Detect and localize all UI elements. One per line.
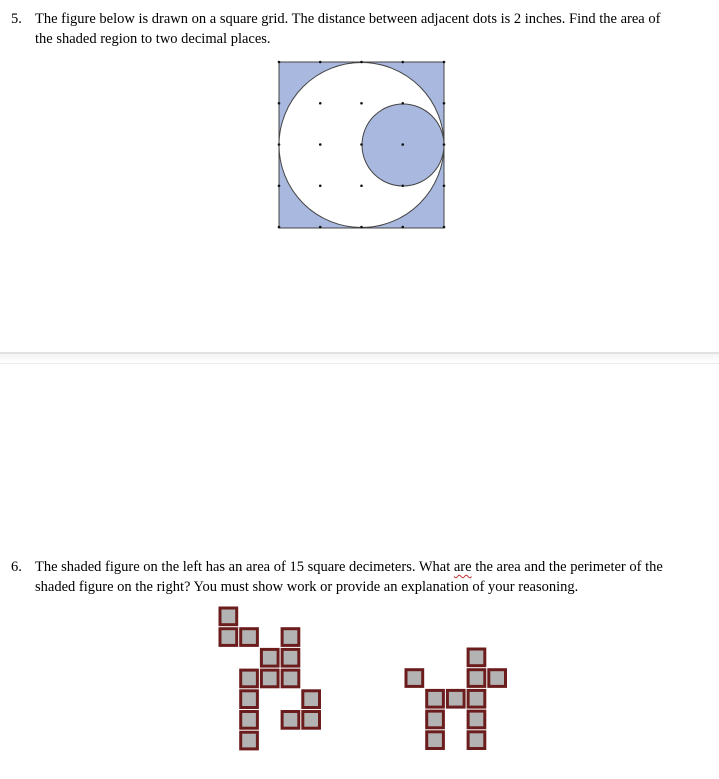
unit-square <box>427 711 444 728</box>
unit-square <box>427 732 444 749</box>
unit-square <box>282 629 299 646</box>
left-figure <box>220 608 320 749</box>
unit-square <box>241 670 258 687</box>
unit-square <box>468 732 485 749</box>
unit-square <box>468 711 485 728</box>
unit-square <box>427 690 444 707</box>
problem-6-number: 6. <box>11 559 22 575</box>
unit-square <box>241 691 258 708</box>
unit-square <box>220 608 237 625</box>
unit-square <box>282 670 299 687</box>
unit-square <box>447 690 464 707</box>
unit-square <box>468 690 485 707</box>
problem-5-line-2: the shaded region to two decimal places. <box>35 31 271 47</box>
unit-square <box>220 629 237 646</box>
unit-square <box>261 670 278 687</box>
spellcheck-flagged-word: are <box>453 559 472 575</box>
unit-square <box>406 670 423 687</box>
unit-square <box>282 712 299 729</box>
problem-6-line-1-start: The shaded figure on the left has an area of 15 square decimeters. What <box>35 559 454 575</box>
problem-6-line-1-end: the area and the perimeter of the <box>471 559 663 575</box>
unit-square <box>303 691 320 708</box>
unit-square <box>282 649 299 666</box>
right-figure <box>406 649 506 749</box>
unit-square <box>468 649 485 666</box>
unit-square <box>241 629 258 646</box>
problem-6-line-2: shaded figure on the right? You must show work or provide an explanation of your reasoning. <box>35 579 579 595</box>
unit-square <box>468 670 485 687</box>
unit-square <box>489 670 506 687</box>
unit-square <box>303 712 320 729</box>
unit-square <box>241 712 258 729</box>
problem-5-number: 5. <box>11 11 22 27</box>
problem-5-line-1: The figure below is drawn on a square grid. The distance between adjacent dots is 2 inches. Find the area of <box>35 11 661 27</box>
unit-square <box>241 732 258 749</box>
unit-square <box>261 649 278 666</box>
